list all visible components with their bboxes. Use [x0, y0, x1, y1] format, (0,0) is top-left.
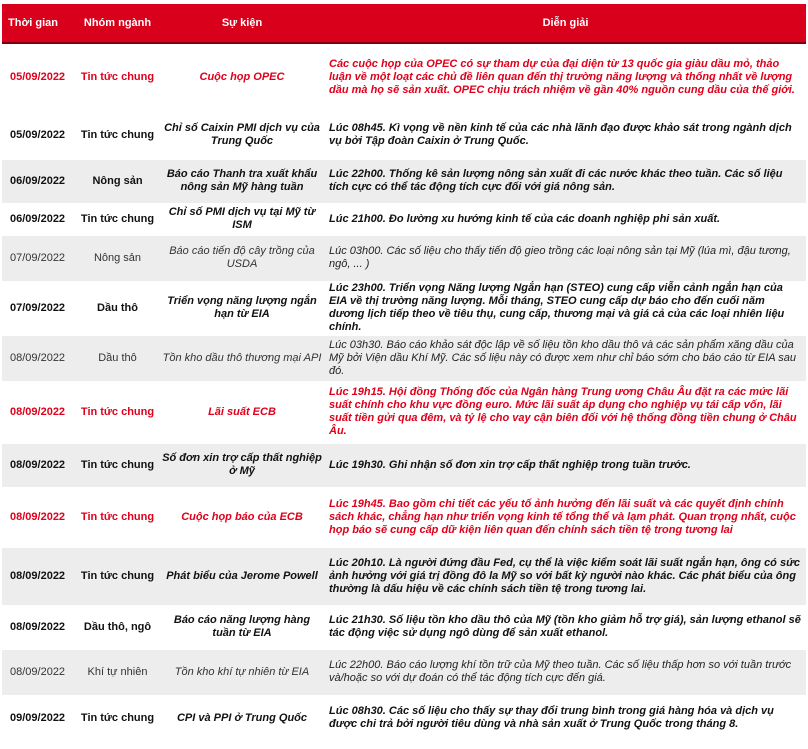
row-group: Dầu thô — [76, 281, 159, 335]
row-group: Nông sản — [76, 159, 159, 203]
row-group: Nông sản — [76, 235, 159, 281]
header-event: Sự kiện — [159, 4, 325, 43]
table-row — [2, 605, 806, 649]
row-desc: Lúc 19h30. Ghi nhận số đơn xin trợ cấp thất nghiệp trong tuần trước. — [325, 443, 806, 487]
row-group: Khí tự nhiên — [76, 649, 159, 695]
row-event: Tồn kho khí tự nhiên từ EIA — [159, 649, 325, 695]
row-desc: Lúc 22h00. Báo cáo lượng khí tồn trữ của Mỹ theo tuần. Các số liệu thấp hơn so với tuần trước và/hoặc so với dự đoán có thể tác động tích cực đến giá. — [325, 649, 806, 695]
row-desc: Lúc 22h00. Thống kê sản lượng nông sản xuất đi các nước khác theo tuần. Các số liệu tích cực có thể tác động tích cực đối với giá nông sản. — [325, 159, 806, 203]
table-row — [2, 547, 806, 605]
table-header-row — [2, 4, 806, 43]
row-date: 07/09/2022 — [2, 235, 76, 281]
row-date: 05/09/2022 — [2, 43, 76, 111]
row-date: 08/09/2022 — [2, 443, 76, 487]
row-date: 09/09/2022 — [2, 695, 76, 741]
row-group: Tin tức chung — [76, 43, 159, 111]
row-date: 05/09/2022 — [2, 111, 76, 159]
table-row — [2, 487, 806, 547]
row-group: Tin tức chung — [76, 111, 159, 159]
row-event: Tồn kho dầu thô thương mại API — [159, 335, 325, 381]
row-event: Báo cáo tiến độ cây trồng của USDA — [159, 235, 325, 281]
table-row — [2, 203, 806, 235]
row-event: Chỉ số PMI dịch vụ tại Mỹ từ ISM — [159, 203, 325, 235]
header-desc: Diễn giải — [325, 4, 806, 43]
table-row — [2, 695, 806, 741]
row-date: 08/09/2022 — [2, 487, 76, 547]
table-row — [2, 111, 806, 159]
row-event: Phát biểu của Jerome Powell — [159, 547, 325, 605]
row-event: Triển vọng năng lượng ngắn hạn từ EIA — [159, 281, 325, 335]
row-date: 08/09/2022 — [2, 381, 76, 443]
table-row — [2, 443, 806, 487]
row-event: Cuộc họp OPEC — [159, 43, 325, 111]
row-group: Tin tức chung — [76, 443, 159, 487]
row-group: Tin tức chung — [76, 695, 159, 741]
row-date: 08/09/2022 — [2, 605, 76, 649]
table-row — [2, 43, 806, 111]
row-event: Báo cáo năng lượng hàng tuần từ EIA — [159, 605, 325, 649]
row-desc: Lúc 03h30. Báo cáo khảo sát độc lập về số liệu tồn kho dầu thô và các sản phẩm xăng dầu của Mỹ bởi Viện dầu Khí Mỹ. Các số liệu này có được xem như chỉ báo sớm cho báo cáo từ EIA sau đó. — [325, 335, 806, 381]
economic-calendar-table — [2, 4, 806, 742]
row-group: Dầu thô, ngô — [76, 605, 159, 649]
row-event: Lãi suất ECB — [159, 381, 325, 443]
row-desc: Lúc 19h15. Hội đồng Thống đốc của Ngân hàng Trung ương Châu Âu đặt ra các mức lãi suất chính cho khu vực đồng euro. Mức lãi suất áp dụng cho nghiệp vụ tái cấp vốn, lãi suất tiền gửi qua đêm, và tỷ lệ cho vay cận biên đối với hệ thống đồng tiền chung ở Châu Âu. — [325, 381, 806, 443]
row-event: Cuộc họp báo của ECB — [159, 487, 325, 547]
row-date: 06/09/2022 — [2, 203, 76, 235]
row-group: Tin tức chung — [76, 381, 159, 443]
row-desc: Lúc 21h30. Số liệu tồn kho dầu thô của Mỹ (tồn kho giảm hỗ trợ giá), sản lượng ethanol sẽ tác động việc sử dụng ngô dùng để sản xuất ethanol. — [325, 605, 806, 649]
row-event: Báo cáo Thanh tra xuất khẩu nông sản Mỹ hàng tuần — [159, 159, 325, 203]
row-group: Tin tức chung — [76, 487, 159, 547]
row-date: 08/09/2022 — [2, 547, 76, 605]
row-desc: Lúc 03h00. Các số liệu cho thấy tiến độ gieo trồng các loại nông sản tại Mỹ (lúa mì, đậu tương, ngô, ... ) — [325, 235, 806, 281]
row-group: Tin tức chung — [76, 547, 159, 605]
table-row — [2, 281, 806, 335]
row-desc: Các cuộc họp của OPEC có sự tham dự của đại diện từ 13 quốc gia giàu dầu mỏ, thảo luận về một loạt các chủ đề liên quan đến thị trường năng lượng và thống nhất về lượng dầu mà họ sẽ sản xuất. OPEC chịu trách nhiệm về gần 40% nguồn cung dầu của thế giới. — [325, 43, 806, 111]
header-date: Thời gian — [2, 4, 76, 43]
row-desc: Lúc 23h00. Triển vọng Năng lượng Ngắn hạn (STEO) cung cấp viễn cảnh ngắn hạn của EIA về thị trường năng lượng. Mỗi tháng, STEO cung cấp dự báo cho đến cuối năm dương lịch tiếp theo về tiêu thụ, cung cấp, thương mại và giá cả của các loại nhiên liệu chính. — [325, 281, 806, 335]
row-date: 08/09/2022 — [2, 649, 76, 695]
row-group: Tin tức chung — [76, 203, 159, 235]
row-desc: Lúc 21h00. Đo lường xu hướng kinh tế của các doanh nghiệp phi sản xuất. — [325, 203, 806, 235]
row-date: 07/09/2022 — [2, 281, 76, 335]
table-row — [2, 235, 806, 281]
row-desc: Lúc 08h30. Các số liệu cho thấy sự thay đổi trung bình trong giá hàng hóa và dịch vụ được chi trả bởi người tiêu dùng và nhà sản xuất ở Trung Quốc trong tháng 8. — [325, 695, 806, 741]
row-group: Dầu thô — [76, 335, 159, 381]
table-row — [2, 159, 806, 203]
row-date: 08/09/2022 — [2, 335, 76, 381]
row-date: 06/09/2022 — [2, 159, 76, 203]
row-desc: Lúc 19h45. Bao gồm chi tiết các yếu tố ảnh hưởng đến lãi suất và các quyết định chính sách khác, chẳng hạn như triển vọng kinh tế tổng thể và lạm phát. Quan trọng nhất, cuộc họp báo sẽ cung cấp dữ kiện liên quan đến chính sách tiền tệ trong tương lai — [325, 487, 806, 547]
table-row — [2, 381, 806, 443]
row-event: Chỉ số Caixin PMI dịch vụ của Trung Quốc — [159, 111, 325, 159]
row-desc: Lúc 20h10. Là người đứng đầu Fed, cụ thể là việc kiểm soát lãi suất ngắn hạn, ông có sức ảnh hưởng với giá trị đồng đô la Mỹ so với bất kỳ người nào khác. Các phát biểu của ông thường là dấu hiệu về các chính sách tiền tệ trong tương lai. — [325, 547, 806, 605]
table-row — [2, 649, 806, 695]
row-event: CPI và PPI ở Trung Quốc — [159, 695, 325, 741]
row-event: Số đơn xin trợ cấp thất nghiệp ở Mỹ — [159, 443, 325, 487]
header-group: Nhóm ngành — [76, 4, 159, 43]
row-desc: Lúc 08h45. Kì vọng về nền kinh tế của các nhà lãnh đạo được khảo sát trong ngành dịch vụ bởi Tập đoàn Caixin ở Trung Quốc. — [325, 111, 806, 159]
table-row — [2, 335, 806, 381]
